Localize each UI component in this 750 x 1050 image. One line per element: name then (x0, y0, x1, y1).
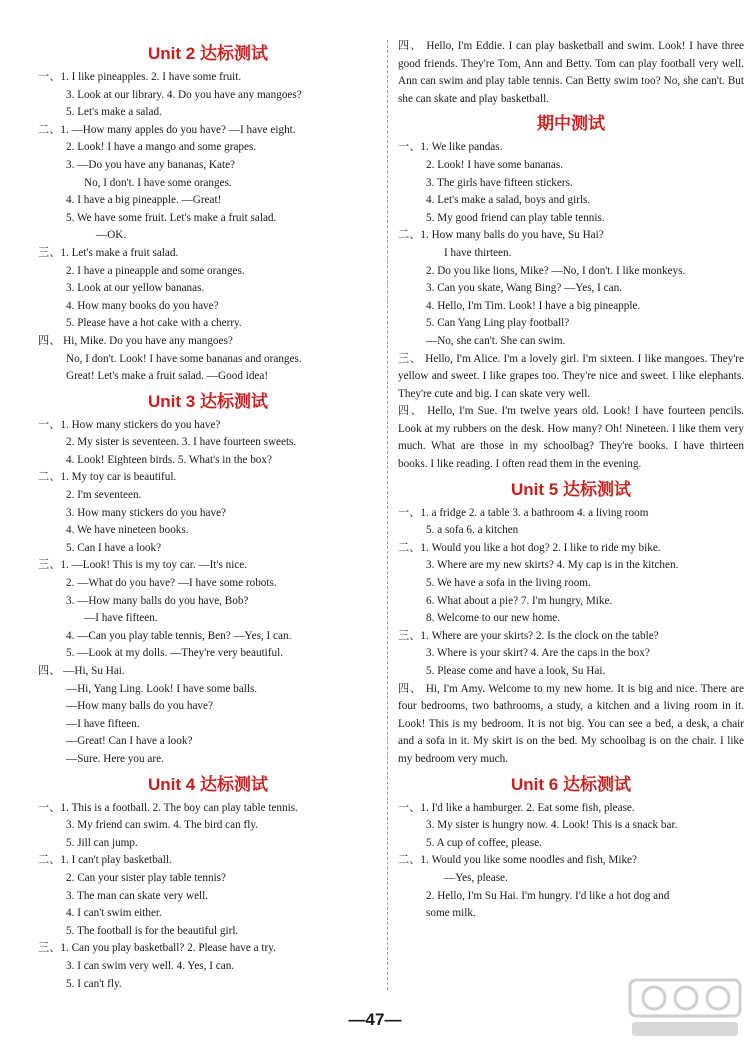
answer-line: 4. Look! Eighteen birds. 5. What's in the box? (66, 453, 272, 466)
answer-line: 5. Can Yang Ling play football? (426, 317, 570, 330)
answer-line: No, I don't. Look! I have some bananas and oranges. (66, 352, 302, 365)
paragraph-text: Hello, I'm Eddie. I can play basketball and swim. Look! I have three good friends. They're Tom, Ann and Betty. Tom can play football very well. Ann can swim and play table tennis. Can Betty swim too? No, she can't. But she can skate and play basketball. (398, 40, 744, 105)
answer-line: 4. Hello, I'm Tim. Look! I have a big pineapple. (426, 299, 641, 312)
answer-line: 3. Look at our yellow bananas. (66, 282, 205, 295)
answer-line: 3. My sister is hungry now. 4. Look! This is a snack bar. (426, 819, 678, 832)
answer-paragraph (398, 681, 744, 769)
answer-line: 二、1. —How many apples do you have? —I have eight. (38, 123, 296, 136)
answer-line: 一、1. I like pineapples. 2. I have some fruit. (38, 71, 242, 83)
answer-line: 2. I have a pineapple and some oranges. (66, 264, 245, 277)
question-number: 四、 (398, 682, 422, 695)
answer-line: 4. I can't swim either. (66, 907, 162, 920)
watermark-logo (626, 976, 744, 1042)
answer-line: 5. a sofa 6. a kitchen (426, 524, 519, 537)
answer-line: 4. Let's make a salad, boys and girls. (426, 194, 591, 207)
answer-line: 二、1. How many balls do you have, Su Hai? (398, 229, 604, 242)
answer-line: 一、1. a fridge 2. a table 3. a bathroom 4. a living room (398, 506, 649, 519)
answer-line: 二、1. Would you like some noodles and fish, Mike? (398, 854, 637, 867)
answer-line: 2. Can your sister play table tennis? (66, 871, 227, 884)
answer-line: 5. Can I have a look? (66, 541, 162, 554)
section-title: Unit 6 达标测试 (511, 774, 631, 794)
question-number: 三、 (398, 352, 422, 365)
answer-line: 三、1. Can you play basketball? 2. Please have a try. (38, 942, 276, 955)
answer-line: 4. I have a big pineapple. —Great! (66, 194, 222, 207)
answer-line: 5. We have a sofa in the living room. (426, 577, 591, 590)
answer-paragraph (398, 351, 744, 404)
answer-line: —How many balls do you have? (66, 700, 213, 713)
answer-line: 5. We have some fruit. Let's make a fruit salad. (66, 211, 277, 224)
answer-line: 5. —Look at my dolls. —They're very beautiful. (66, 647, 284, 660)
section-title: Unit 2 达标测试 (148, 44, 268, 63)
section-title: Unit 4 达标测试 (148, 774, 268, 794)
answer-line: 5. Please have a hot cake with a cherry. (66, 317, 242, 330)
answer-line: —Great! Can I have a look? (66, 735, 193, 748)
answer-line: I have thirteen. (444, 246, 512, 259)
answer-line: 5. Please come and have a look, Su Hai. (426, 665, 606, 677)
section-title: 期中测试 (537, 114, 605, 134)
answer-line: 一、1. I'd like a hamburger. 2. Eat some fish, please. (398, 801, 635, 814)
answer-line: —OK. (96, 229, 127, 242)
answer-line: 8. Welcome to our new home. (426, 612, 561, 625)
answer-line: 一、1. How many stickers do you have? (38, 418, 221, 431)
question-number: 四、 (398, 405, 424, 418)
answer-line: 三、1. Where are your skirts? 2. Is the clock on the table? (398, 629, 659, 642)
answer-line: 2. Look! I have some bananas. (426, 158, 564, 171)
answer-line: 5. My good friend can play table tennis. (426, 211, 605, 224)
answer-line: 二、1. I can't play basketball. (38, 854, 172, 867)
answer-line: 3. —Do you have any bananas, Kate? (66, 158, 235, 171)
answer-line: 5. A cup of coffee, please. (426, 836, 542, 849)
answer-line: 3. The girls have fifteen stickers. (426, 176, 573, 189)
answer-line: 4. —Can you play table tennis, Ben? —Yes, I can. (66, 629, 292, 642)
answer-line: 3. —How many balls do you have, Bob? (66, 594, 249, 607)
answer-line: 3. My friend can swim. 4. The bird can fly. (66, 819, 259, 832)
answer-line: 四、 —Hi, Su Hai. (38, 665, 125, 677)
answer-line: —Yes, please. (444, 871, 508, 884)
answer-line: 3. Look at our library. 4. Do you have any mangoes? (66, 88, 302, 101)
section-title: Unit 3 达标测试 (148, 391, 268, 411)
answer-line: 5. Jill can jump. (66, 836, 138, 849)
answer-line: 3. The man can skate very well. (66, 889, 209, 902)
answer-line: 三、1. —Look! This is my toy car. —It's nice. (38, 559, 248, 572)
answer-line: —Hi, Yang Ling. Look! I have some balls. (66, 682, 258, 695)
answer-line: —I have fifteen. (84, 612, 158, 625)
answer-line: 5. I can't fly. (66, 977, 122, 990)
answer-line: 3. How many stickers do you have? (66, 506, 227, 519)
answer-line: 二、1. My toy car is beautiful. (38, 471, 177, 484)
answer-line: 2. Hello, I'm Su Hai. I'm hungry. I'd like a hot dog and (426, 889, 670, 902)
answer-line: 一、1. We like pandas. (398, 141, 503, 154)
column-divider (387, 40, 388, 990)
question-number: 四、 (398, 40, 423, 52)
answer-line: 三、1. Let's make a fruit salad. (38, 246, 179, 259)
answer-line: 3. Where are my new skirts? 4. My cap is in the kitchen. (426, 559, 679, 572)
left-column (38, 38, 378, 993)
answer-line: 4. We have nineteen books. (66, 524, 189, 537)
answer-line: 四、 Hi, Mike. Do you have any mangoes? (38, 334, 233, 347)
paragraph-text: Hello, I'm Sue. I'm twelve years old. Look! I have fourteen pencils. Look at my rubbers on the desk. How many? Oh! Nineteen. I like them very much. What are those in my schoolbag? They're books. I have thirteen books. I like reading. I often read them in the evening. (398, 405, 744, 471)
answer-line: 3. Can you skate, Wang Bing? —Yes, I can. (426, 282, 622, 295)
answer-line: —I have fifteen. (66, 717, 140, 730)
answer-line: 2. I'm seventeen. (66, 489, 142, 502)
paragraph-text: Hi, I'm Amy. Welcome to my new home. It is big and nice. There are four bedrooms, two bathrooms, a study, a kitchen and a living room in it. Look! This is my bedroom. It is not big. You can see a bed, a desk, a chair and a sofa in it. My skirt is on the bed. My schoolbag is on the chair. I like my bedroom very much. (398, 682, 744, 765)
answer-line: —Sure. Here you are. (66, 752, 164, 765)
answer-line: 2. —What do you have? —I have some robots. (66, 577, 277, 590)
answer-line: —No, she can't. She can swim. (426, 334, 566, 347)
answer-line: 5. The football is for the beautiful girl. (66, 924, 239, 937)
answer-line: 2. Look! I have a mango and some grapes. (66, 141, 257, 154)
paragraph-text: Hello, I'm Alice. I'm a lovely girl. I'm sixteen. I like mangoes. They're yellow and sweet. I like grapes too. They're nice and sweet. I like elephants. They're cute and big. I can skate very well. (398, 352, 744, 400)
answer-line: Great! Let's make a fruit salad. —Good idea! (66, 370, 269, 383)
section-title: Unit 5 达标测试 (511, 479, 631, 499)
answer-paragraph (398, 403, 744, 473)
answer-line: 5. Let's make a salad. (66, 106, 162, 119)
right-column (398, 38, 744, 923)
answer-line: 6. What about a pie? 7. I'm hungry, Mike. (426, 594, 613, 607)
answer-line: 3. I can swim very well. 4. Yes, I can. (66, 959, 235, 972)
answer-line: No, I don't. I have some oranges. (84, 176, 232, 189)
answer-line: 3. Where is your skirt? 4. Are the caps in the box? (426, 647, 650, 660)
answer-line: some milk. (426, 907, 476, 920)
answer-line: 2. Do you like lions, Mike? —No, I don't. I like monkeys. (426, 264, 686, 277)
page-number: —47— (348, 1010, 402, 1029)
answer-line: 二、1. Would you like a hot dog? 2. I like to ride my bike. (398, 541, 661, 554)
answer-paragraph (398, 38, 744, 108)
answer-line: 一、1. This is a football. 2. The boy can play table tennis. (38, 801, 298, 814)
answer-line: 2. My sister is seventeen. 3. I have fourteen sweets. (66, 436, 297, 449)
answer-line: 4. How many books do you have? (66, 299, 219, 312)
